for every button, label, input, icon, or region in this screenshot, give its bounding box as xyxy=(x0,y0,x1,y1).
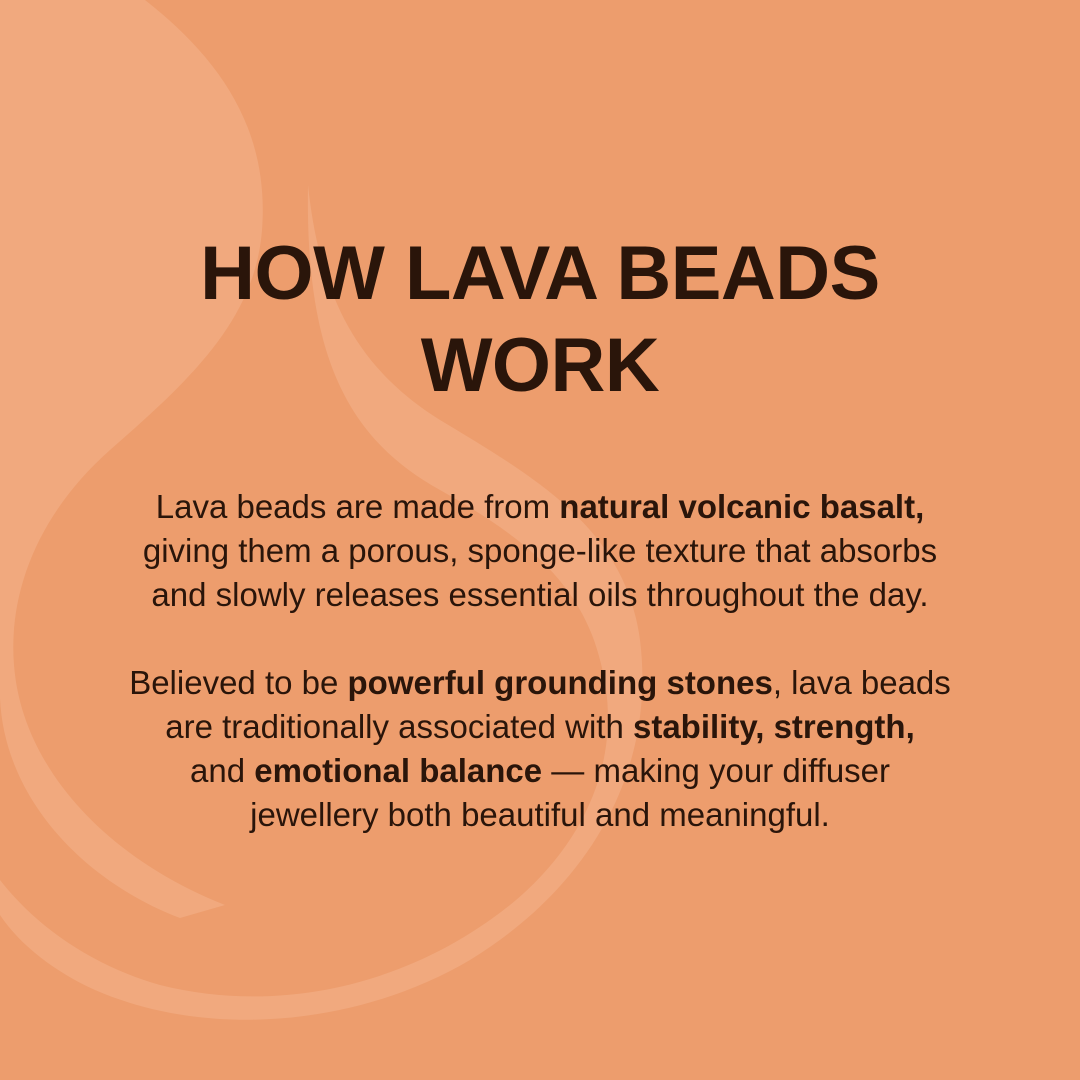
para2-text: — making your diffuser xyxy=(542,752,891,789)
para2-bold-balance: emotional balance xyxy=(254,752,543,789)
paragraph-grounding xyxy=(60,661,1020,837)
para1-bold-basalt: natural volcanic basalt, xyxy=(559,488,925,525)
page-heading xyxy=(0,228,1080,412)
para2-text: are traditionally associated with xyxy=(165,708,633,745)
para2-text: jewellery both beautiful and meaningful. xyxy=(250,796,830,833)
heading-line-1: HOW LAVA BEADS xyxy=(200,231,880,316)
para2-bold-grounding: powerful grounding stones xyxy=(347,664,773,701)
paragraph-basalt xyxy=(60,485,1020,617)
para2-text: , lava beads xyxy=(772,664,951,701)
para2-bold-stability: stability, strength, xyxy=(632,708,915,745)
para2-text: and xyxy=(189,752,255,789)
para1-text: Lava beads are made from xyxy=(155,488,560,525)
para1-text: and slowly releases essential oils throughout the day. xyxy=(151,576,929,613)
para1-text: giving them a porous, sponge-like texture that absorbs xyxy=(142,532,938,569)
para2-text: Believed to be xyxy=(129,664,348,701)
heading-line-2: WORK xyxy=(420,323,660,408)
